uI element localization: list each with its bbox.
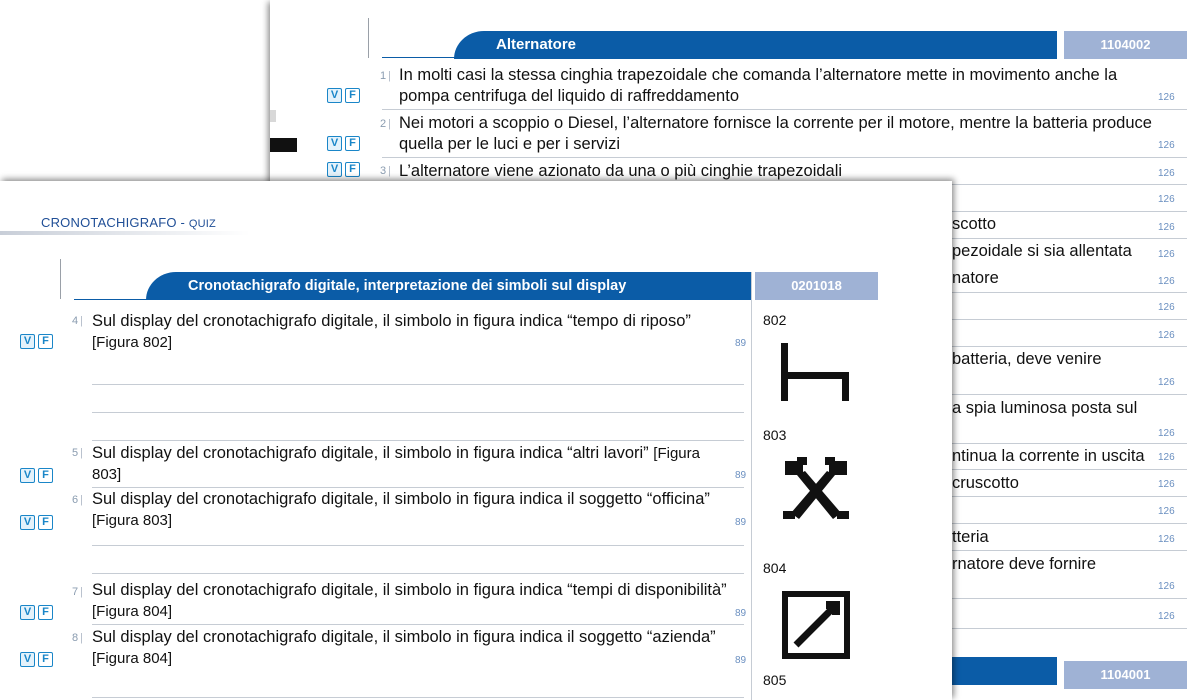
question-text: Sul display del cronotachigrafo digitale, il simbolo in figura indica “tempo di riposo” [Figura 802] (92, 312, 691, 351)
figure-number: 803 (763, 427, 787, 443)
question-text: Sul display del cronotachigrafo digitale, il simbolo in figura indica il soggetto “officina” [Figura 803] (92, 490, 710, 529)
true-button[interactable]: V (20, 468, 35, 483)
question-fragment: natore (952, 269, 999, 287)
divider (930, 238, 1187, 239)
bed-rest-icon (781, 343, 851, 403)
false-button[interactable]: F (345, 136, 360, 151)
answer-line (92, 545, 744, 546)
false-button[interactable]: F (38, 605, 53, 620)
divider (930, 469, 1187, 470)
question-fragment: pezoidale si sia allentata (952, 242, 1132, 260)
question-number: 1 | (380, 70, 391, 82)
false-button[interactable]: F (38, 334, 53, 349)
page-ref: 126 (1158, 506, 1175, 517)
divider (92, 487, 744, 488)
page-ref: 126 (1158, 140, 1175, 151)
question-number: 5 | (72, 447, 83, 459)
question-text: Sul display del cronotachigrafo digitale, il simbolo in figura indica il soggetto “azienda” [Figura 804] (92, 628, 716, 667)
page-ref: 126 (1158, 330, 1175, 341)
false-button[interactable]: F (38, 652, 53, 667)
page-ref: 126 (1158, 276, 1175, 287)
true-button[interactable]: V (327, 162, 342, 177)
question-number: 6 | (72, 494, 83, 506)
page-ref: 126 (1158, 168, 1175, 179)
question-text: L’alternatore viene azionato da una o più cinghie trapezoidali (399, 162, 843, 180)
divider (930, 496, 1187, 497)
section-title: Cronotachigrafo digitale, interpretazione dei simboli sul display (146, 272, 751, 300)
question-fragment: cruscotto (952, 474, 1019, 492)
figure-number: 804 (763, 560, 787, 576)
answer-buttons (20, 515, 53, 530)
question-number: 2 | (380, 118, 391, 130)
page-ref: 126 (1158, 302, 1175, 313)
divider (930, 346, 1187, 347)
false-button[interactable]: F (345, 88, 360, 103)
scan-mark (270, 110, 276, 122)
divider (60, 259, 61, 299)
divider (382, 109, 1187, 110)
divider (930, 523, 1187, 524)
availability-square-icon (782, 591, 850, 659)
answer-line (92, 412, 744, 413)
answer-buttons (20, 605, 53, 620)
true-button[interactable]: V (20, 515, 35, 530)
section-code: 1104002 (1064, 31, 1187, 59)
divider (92, 573, 744, 574)
question-number: 7 | (72, 586, 83, 598)
answer-buttons (327, 136, 360, 151)
page-ref: 126 (1158, 611, 1175, 622)
page-ref: 126 (1158, 534, 1175, 545)
page-ref: 89 (735, 470, 747, 481)
divider (92, 624, 744, 625)
scan-mark (270, 138, 297, 152)
false-button[interactable]: F (38, 468, 53, 483)
question-fragment: a spia luminosa posta sul (952, 399, 1138, 417)
section-code: 0201018 (755, 272, 878, 300)
answer-buttons (327, 88, 360, 103)
question-text: In molti casi la stessa cinghia trapezoidale che comanda l’alternatore mette in movimento anche la pompa centrifuga del liquido di raffreddamento (399, 66, 1118, 105)
divider (930, 628, 1187, 629)
question-fragment: tteria (952, 528, 989, 546)
next-section-code: 1104001 (1064, 661, 1187, 689)
answer-buttons (20, 468, 53, 483)
page-ref: 126 (1158, 194, 1175, 205)
question-fragment: batteria, deve venire (952, 350, 1102, 368)
column-divider (751, 272, 752, 700)
brand-header (41, 215, 216, 230)
divider (930, 394, 1187, 395)
question-fragment: rnatore deve fornire (952, 555, 1096, 573)
page-ref: 89 (735, 655, 747, 666)
false-button[interactable]: F (345, 162, 360, 177)
divider (930, 319, 1187, 320)
true-button[interactable]: V (20, 652, 35, 667)
question-fragment: ntinua la corrente in uscita (952, 447, 1145, 465)
answer-buttons (20, 334, 53, 349)
page-ref: 89 (735, 517, 747, 528)
divider (930, 211, 1187, 212)
front-page (0, 181, 952, 700)
true-button[interactable]: V (20, 605, 35, 620)
question-fragment: scotto (952, 215, 997, 233)
true-button[interactable]: V (20, 334, 35, 349)
answer-line (92, 384, 744, 385)
false-button[interactable]: F (38, 515, 53, 530)
divider (382, 157, 1187, 158)
true-button[interactable]: V (327, 136, 342, 151)
page-ref: 126 (1158, 581, 1175, 592)
page-ref: 126 (1158, 452, 1175, 463)
question-number: 4 | (72, 315, 83, 327)
page-ref: 126 (1158, 428, 1175, 439)
question-text: Nei motori a scoppio o Diesel, l’alternatore fornisce la corrente per il motore, mentre la batteria produce quella per le luci e per i servizi (399, 114, 1152, 153)
divider (930, 550, 1187, 551)
brand-underline (0, 231, 250, 235)
page-ref: 126 (1158, 377, 1175, 388)
section-title: Alternatore (454, 31, 1057, 59)
page-ref: 89 (735, 338, 747, 349)
brand-separator: - (180, 215, 185, 230)
divider (930, 443, 1187, 444)
question-number: 3 | (380, 165, 391, 177)
answer-line (92, 697, 744, 698)
page-ref: 89 (735, 608, 747, 619)
question-number: 8 | (72, 632, 83, 644)
divider (930, 598, 1187, 599)
divider (368, 18, 369, 58)
answer-buttons (20, 652, 53, 667)
question-text: Sul display del cronotachigrafo digitale, il simbolo in figura indica “altri lavori” [Figura 803] (92, 444, 700, 483)
question-text: Sul display del cronotachigrafo digitale, il simbolo in figura indica “tempi di disponibilità” [Figura 804] (92, 581, 727, 620)
answer-buttons (327, 162, 360, 177)
answer-line (92, 440, 744, 441)
figure-number: 805 (763, 672, 787, 688)
crossed-hammers-icon (783, 457, 849, 521)
page-ref: 126 (1158, 479, 1175, 490)
brand-subtitle: QUIZ (188, 218, 216, 230)
brand-title: CRONOTACHIGRAFO (41, 215, 177, 230)
page-ref: 126 (1158, 222, 1175, 233)
page-ref: 126 (1158, 249, 1175, 260)
divider (930, 292, 1187, 293)
figure-number: 802 (763, 312, 787, 328)
true-button[interactable]: V (327, 88, 342, 103)
page-ref: 126 (1158, 92, 1175, 103)
